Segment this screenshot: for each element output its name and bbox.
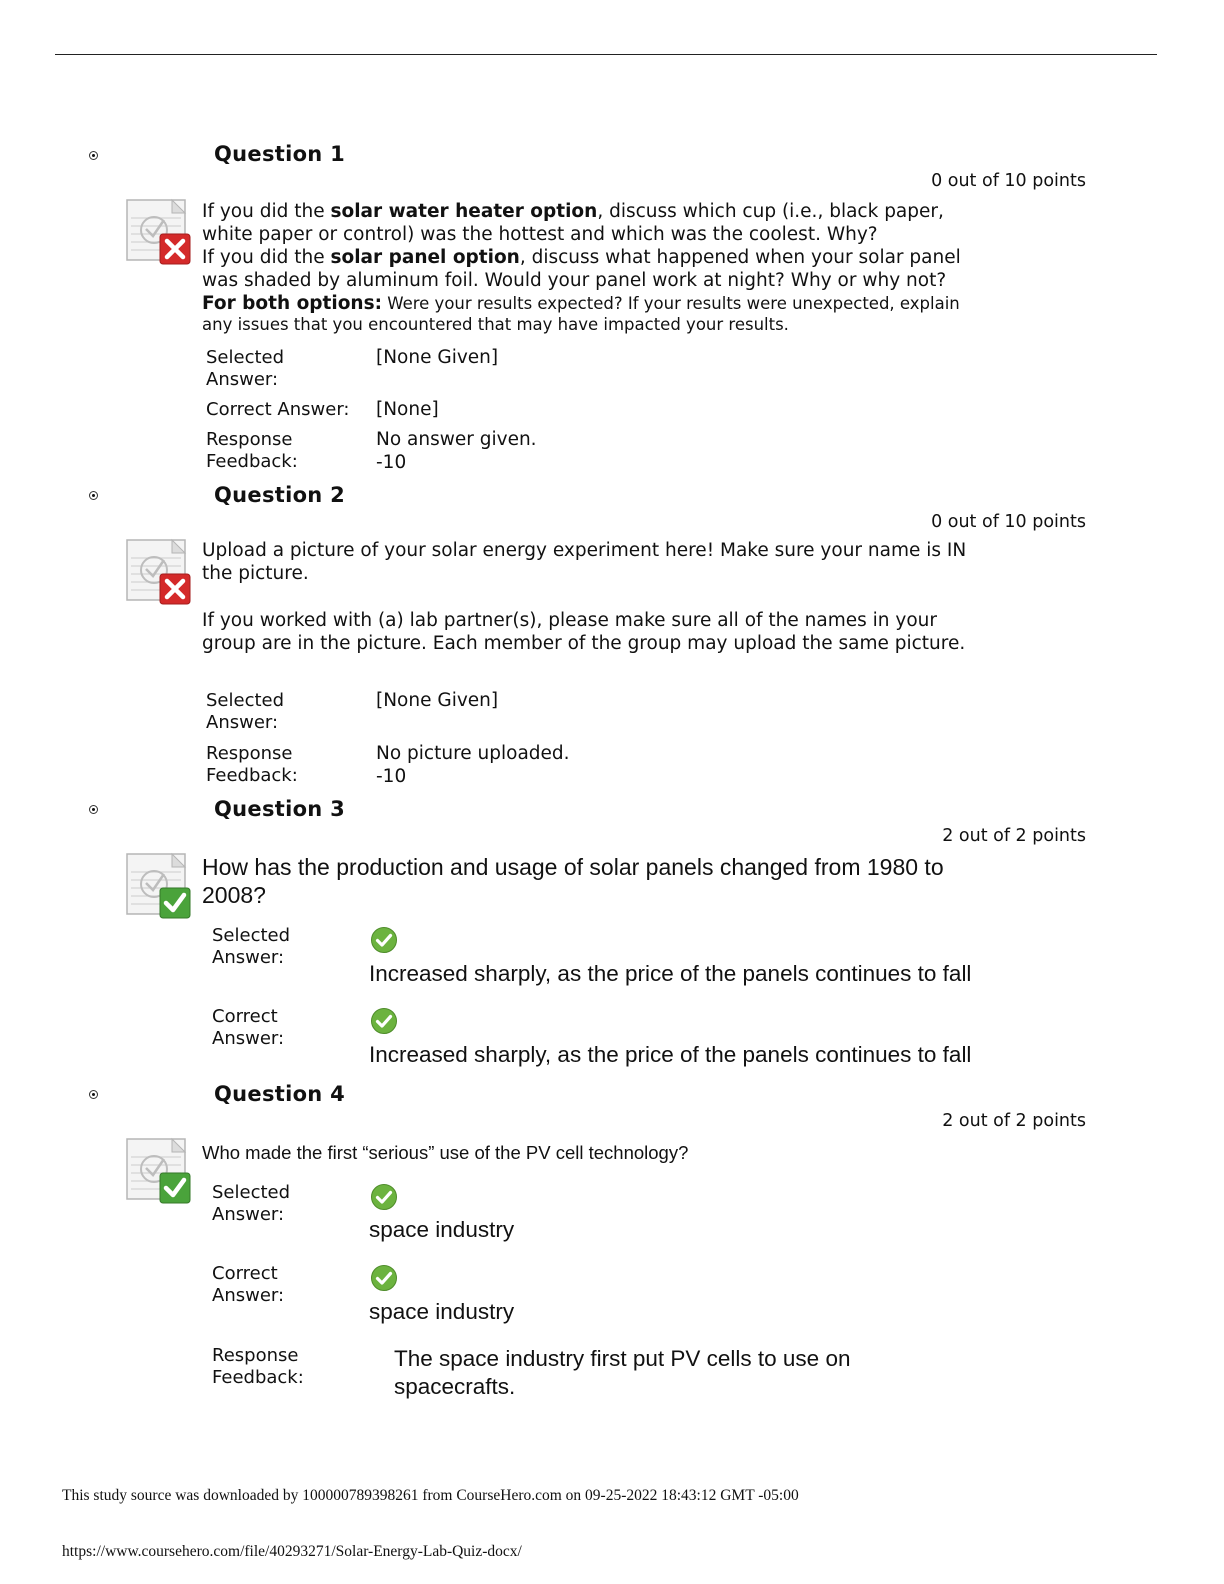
response-feedback-label: Response Feedback:	[212, 1345, 304, 1388]
response-feedback-value: No answer given. -10	[376, 429, 537, 473]
correct-icon	[126, 852, 192, 920]
selected-answer-value: [None Given]	[376, 347, 499, 368]
download-notice: This study source was downloaded by 100000789398261 from CourseHero.com on 09-25-2022 18:43:12 GMT -05:00	[62, 1487, 799, 1504]
question-title: Question 2	[214, 483, 346, 507]
check-icon	[370, 926, 398, 954]
correct-answer-label: Correct Answer:	[212, 1006, 285, 1049]
selected-answer-label: Selected Answer:	[212, 1182, 291, 1225]
incorrect-icon	[126, 538, 192, 606]
response-feedback-label: Response Feedback:	[206, 429, 298, 472]
selected-answer-label: Selected Answer:	[206, 347, 285, 390]
question-title: Question 3	[214, 797, 346, 821]
correct-answer-label: Correct Answer:	[212, 1263, 285, 1306]
question-title: Question 1	[214, 142, 346, 166]
check-icon	[370, 1007, 398, 1035]
check-icon	[370, 1264, 398, 1292]
correct-answer-label: Correct Answer:	[206, 399, 350, 420]
correct-icon	[126, 1137, 192, 1205]
correct-answer-value: Increased sharply, as the price of the panels continues to fall	[369, 1042, 972, 1067]
question-text: Who made the first “serious” use of the PV cell technology?	[202, 1142, 689, 1163]
selected-answer-value: space industry	[369, 1217, 515, 1242]
source-url[interactable]: https://www.coursehero.com/file/40293271/Solar-Energy-Lab-Quiz-docx/	[62, 1543, 522, 1560]
response-feedback-value: The space industry first put PV cells to use on spacecrafts.	[394, 1346, 851, 1399]
selected-answer-value: [None Given]	[376, 690, 499, 711]
question-title: Question 4	[214, 1082, 346, 1106]
bullet-icon	[89, 805, 98, 814]
question-text: If you did the solar water heater option, discuss which cup (i.e., black paper, white paper or control) was the hottest and which was the coolest. Why? If you did the solar panel option, discuss what happened when your solar panel was shaded by aluminum foil. Would your panel work at night? Why or why not? For both options: Were your results expected? If your results were unexpected, explain any issues that you encountered that may have impacted your results.	[202, 201, 961, 334]
bullet-icon	[89, 151, 98, 160]
response-feedback-value: No picture uploaded. -10	[376, 743, 570, 787]
selected-answer-value: Increased sharply, as the price of the panels continues to fall	[369, 961, 972, 986]
correct-answer-value: space industry	[369, 1299, 515, 1324]
question-text: How has the production and usage of solar panels changed from 1980 to 2008?	[202, 854, 944, 908]
top-rule	[55, 54, 1157, 55]
points-score: 0 out of 10 points	[931, 171, 1086, 191]
response-feedback-label: Response Feedback:	[206, 743, 298, 786]
points-score: 0 out of 10 points	[931, 512, 1086, 532]
correct-answer-value: [None]	[376, 399, 439, 420]
selected-answer-label: Selected Answer:	[212, 925, 291, 968]
bullet-icon	[89, 491, 98, 500]
points-score: 2 out of 2 points	[942, 1111, 1086, 1131]
incorrect-icon	[126, 198, 192, 266]
selected-answer-label: Selected Answer:	[206, 690, 285, 733]
question-text: Upload a picture of your solar energy experiment here! Make sure your name is IN the picture. If you worked with (a) lab partner(s), please make sure all of the names in your group are in the picture. Each member of the group may upload the same picture.	[202, 540, 967, 654]
bullet-icon	[89, 1090, 98, 1099]
points-score: 2 out of 2 points	[942, 826, 1086, 846]
check-icon	[370, 1183, 398, 1211]
